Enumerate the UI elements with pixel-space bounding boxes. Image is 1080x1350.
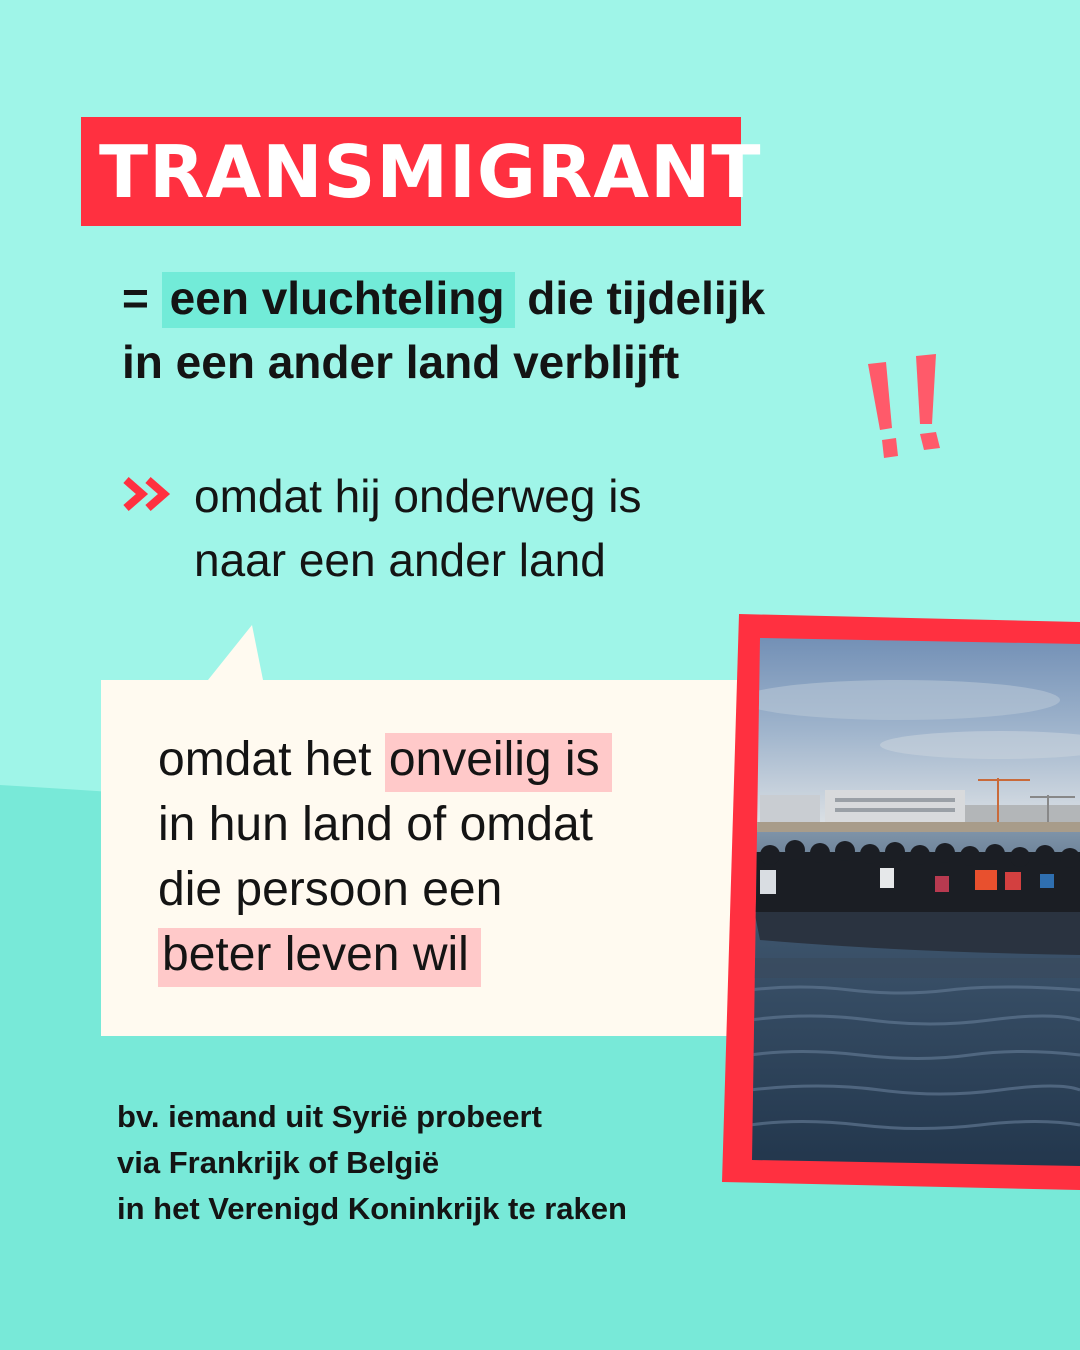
definition-line-2: in een ander land verblijft bbox=[122, 336, 680, 388]
definition-rest: die tijdelijk bbox=[514, 272, 766, 324]
definition-highlight: een vluchteling bbox=[162, 272, 515, 328]
example-line-1: bv. iemand uit Syrië probeert bbox=[117, 1099, 542, 1134]
reason-1-line-1: omdat hij onderweg is bbox=[194, 470, 642, 522]
definition-prefix: = bbox=[122, 272, 162, 324]
example-text bbox=[117, 1094, 717, 1232]
reason-1-line-2: naar een ander land bbox=[194, 534, 606, 586]
reason-2-highlight-better-life: beter leven wil bbox=[158, 928, 481, 987]
reason-2-highlight-unsafe: onveilig is bbox=[385, 733, 612, 792]
reason-2-line-2: in hun land of omdat bbox=[158, 798, 593, 851]
page-title: TRANSMIGRANT bbox=[99, 130, 762, 214]
example-line-3: in het Verenigd Koninkrijk te raken bbox=[117, 1191, 627, 1226]
reason-2-line-3: die persoon een bbox=[158, 863, 503, 916]
reason-2-pre: omdat het bbox=[158, 733, 385, 786]
example-line-2: via Frankrijk of België bbox=[117, 1145, 440, 1180]
